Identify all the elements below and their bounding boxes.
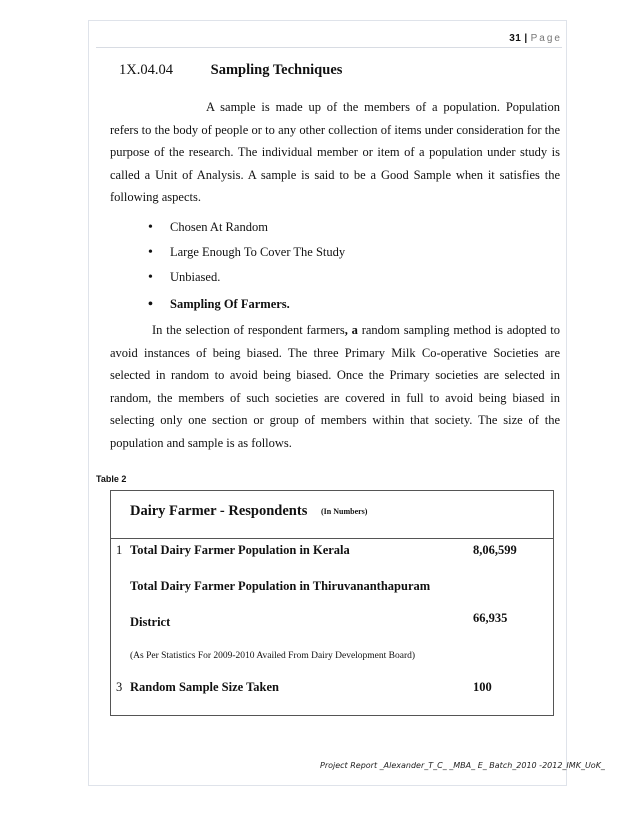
paragraph-intro: A sample is made up of the members of a population. Population refers to the body of people or to any other collection of items under consideration for the purpose of the research. The individual member or item of a population under study is called a Unit of Analysis. A sample is said to be a Good Sample when it satisfies the following aspects.: [110, 100, 560, 204]
bullet-icon: •: [148, 244, 153, 260]
table-header: [111, 491, 553, 539]
section-heading: [119, 62, 342, 79]
subsection-title: Sampling Of Farmers.: [170, 297, 290, 311]
paragraph-sampling: [110, 319, 560, 454]
section-code: 1X.04.04: [119, 62, 173, 78]
subsection-heading: [148, 297, 290, 313]
row-label: Total Dairy Farmer Population in Thiruvananthapuram: [130, 579, 431, 593]
bullet-text: Chosen At Random: [170, 220, 268, 234]
row-value: 66,935: [473, 611, 508, 625]
table-heading: Dairy Farmer - Respondents: [130, 503, 308, 519]
table-label: Table 2: [96, 474, 127, 484]
bullet-text: Unbiased.: [170, 270, 221, 284]
row-label: Total Dairy Farmer Population in Kerala: [130, 543, 350, 557]
data-table: [110, 490, 554, 716]
bullet-text: Large Enough To Cover The Study: [170, 245, 346, 259]
row-value: 8,06,599: [473, 543, 517, 557]
row-number: 1: [116, 543, 123, 557]
paragraph-text: In the selection of respondent farmers: [152, 323, 345, 337]
page-footer: Project Report _Alexander_T_C_ _MBA_ E_ Batch_2010 -2012_IMK_UoK_: [320, 761, 605, 770]
page-label: Page: [530, 33, 562, 44]
header-separator: |: [524, 33, 528, 44]
table-heading-unit: (In Numbers): [321, 507, 368, 516]
paragraph-text: random sampling method is adopted to avoid instances of being biased. The three Primary Milk Co-operative Societies are selected in random to avoid being biased. Once the Primary societies are selected in random, the members of such societies are covered in full to avoid being biased in selecting only one section or group of members within that society. The size of the population and sample is as follows.: [110, 323, 560, 450]
paragraph-bold: , a: [344, 323, 358, 337]
bullet-icon: •: [148, 269, 153, 285]
section-title: Sampling Techniques: [210, 62, 343, 78]
row-label: Random Sample Size Taken: [130, 680, 279, 694]
bullet-list: [148, 215, 345, 290]
bullet-icon: •: [148, 219, 153, 235]
table-note: (As Per Statistics For 2009-2010 Availed From Dairy Development Board): [130, 651, 416, 661]
list-item: [148, 265, 345, 290]
page-header: [509, 33, 562, 44]
row-number: 3: [116, 680, 123, 694]
list-item: [148, 240, 345, 265]
row-label-continued: District: [130, 615, 171, 629]
list-item: [148, 215, 345, 240]
row-value: 100: [473, 680, 492, 694]
page-number: 31: [509, 33, 522, 44]
header-rule: [96, 47, 562, 48]
bullet-icon: •: [148, 297, 153, 312]
